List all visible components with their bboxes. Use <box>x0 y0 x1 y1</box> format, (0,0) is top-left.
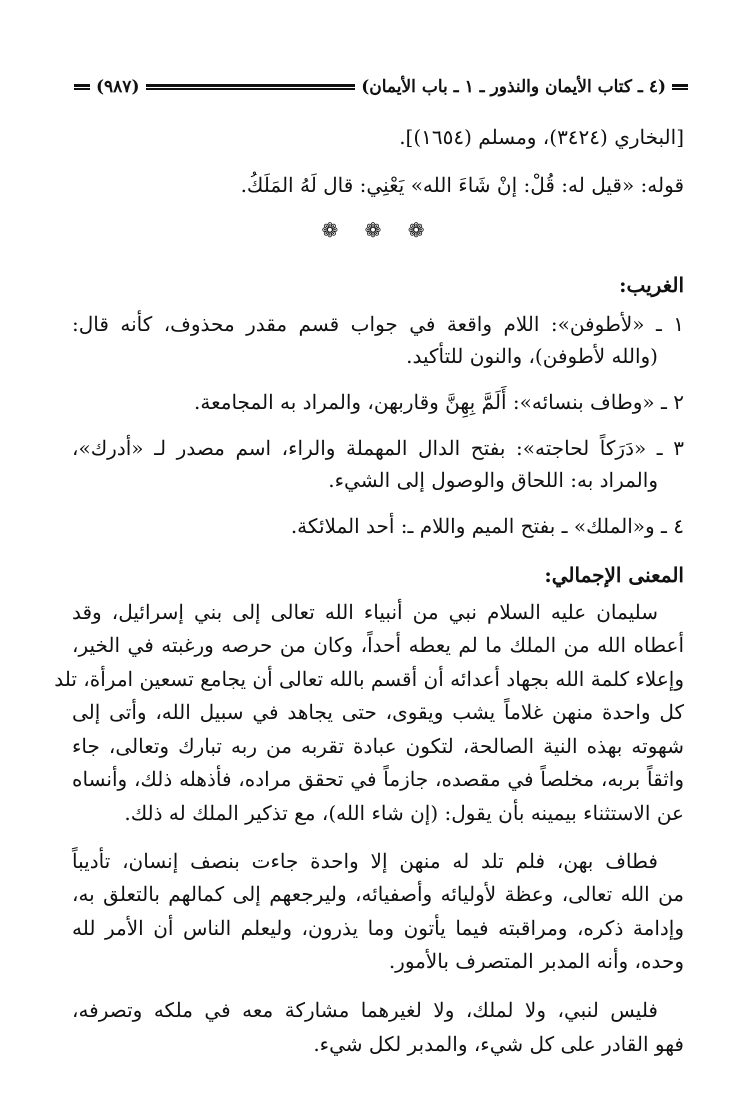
paragraph-3-line-1: فليس لنبي، ولا لملك، ولا لغيرهما مشاركة معه في ملكه وتصرفه، <box>72 998 658 1022</box>
running-header <box>74 74 688 100</box>
hadith-reference: [البخاري (٣٤٢٤)، ومسلم (١٦٥٤)]. <box>399 125 684 149</box>
gharib-item-3-line-2: والمراد به: اللحاق والوصول إلى الشيء. <box>328 468 658 492</box>
section-ornament: ❁ ❁ ❁ <box>321 218 435 242</box>
paragraph-2-line-3: وإدامة ذكره، ومراقبته فيما يأتون وما يذرون، وليعلم الناس أن الأمر لله <box>72 916 684 940</box>
quote-explanation: قوله: «قيل له: قُلْ: إنْ شَاءَ الله» يَعْنِي: قال لَهُ المَلَكُ. <box>240 173 684 197</box>
maana-heading: المعنى الإجمالي: <box>544 563 684 587</box>
paragraph-1-line-4: كل واحدة منهن غلاماً يشب ويقوى، حتى يجاهد في سبيل الله، وأتى إلى <box>72 700 684 724</box>
header-title: (٤ ـ كتاب الأيمان والنذور ـ ١ ـ باب الأيمان) <box>361 77 666 97</box>
paragraph-3-line-2: فهو القادر على كل شيء، والمدبر لكل شيء. <box>313 1032 684 1056</box>
paragraph-1-line-2: أعطاه الله من الملك ما لم يعطه أحداً، وكان من حرصه ورغبته في الخير، <box>72 633 684 657</box>
header-rule-right <box>672 84 688 90</box>
gharib-item-1-line-1: ١ ـ «لأطوفن»: اللام واقعة في جواب قسم مقدر محذوف، كأنه قال: <box>72 312 684 336</box>
gharib-item-1-line-2: (والله لأطوفن)، والنون للتأكيد. <box>406 344 658 368</box>
paragraph-2-line-2: من الله تعالى، وعظة لأوليائه وأصفيائه، وليرجعهم إلى كمالهم بالتعلق به، <box>72 882 685 906</box>
header-rule-left <box>74 84 90 90</box>
gharib-heading: الغريب: <box>619 273 684 297</box>
paragraph-1-line-5: شهوته بهذه النية الصالحة، لتكون عبادة تقربه من ربه تبارك وتعالى، جاء <box>72 734 684 758</box>
header-rule-middle <box>146 84 356 90</box>
paragraph-2-line-1: فطاف بهن، فلم تلد له منهن إلا واحدة جاءت بنصف إنسان، تأديباً <box>72 849 658 873</box>
page-number: (٩٨٧) <box>96 77 140 97</box>
paragraph-1-line-3: وإعلاء كلمة الله بجهاد أعدائه أن أقسم بالله تعالى أن يجامع تسعين امرأة، تلد <box>54 667 684 691</box>
paragraph-1-line-1: سليمان عليه السلام نبي من أنبياء الله تعالى إلى بني إسرائيل، وقد <box>72 600 658 624</box>
paragraph-2-line-4: وحده، وأنه المدبر المتصرف بالأمور. <box>388 949 684 973</box>
paragraph-1-line-6: واثقاً بربه، مخلصاً في مقصده، جازماً في تحقق مراده، فأذهله ذلك، وأنساه <box>72 767 684 791</box>
gharib-item-3-line-1: ٣ ـ «دَرَكاً لحاجته»: بفتح الدال المهملة والراء، اسم مصدر لـ «أدرك»، <box>72 436 684 460</box>
gharib-item-4: ٤ ـ و«الملك» ـ بفتح الميم واللام ـ: أحد الملائكة. <box>290 514 684 538</box>
paragraph-1-line-7: عن الاستثناء بيمينه بأن يقول: (إن شاء الله)، مع تذكير الملك له ذلك. <box>124 801 684 825</box>
gharib-item-2: ٢ ـ «وطاف بنسائه»: أَلَمَّ بِهِنَّ وقاربهن، والمراد به المجامعة. <box>194 390 684 414</box>
